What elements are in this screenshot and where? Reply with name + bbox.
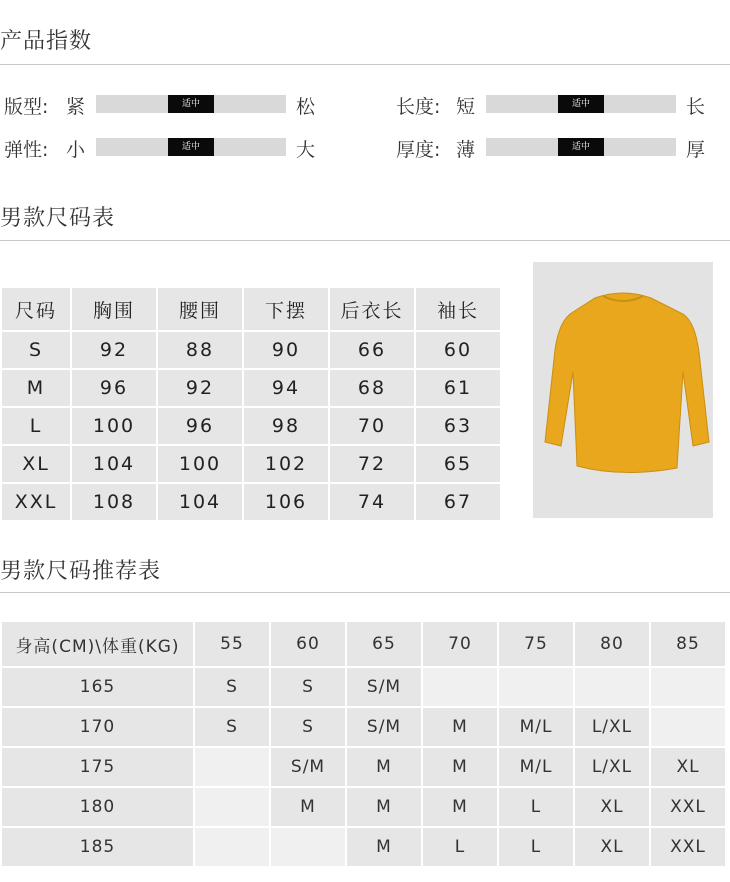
weight-header: 70 (423, 622, 497, 666)
index-right-label: 大 (296, 139, 316, 161)
size-table (0, 286, 502, 522)
table-cell: M (423, 748, 497, 786)
table-cell: XXL (651, 828, 725, 866)
table-header-row (2, 288, 500, 330)
index-knob: 适中 (168, 138, 214, 156)
index-label: 弹性: (4, 139, 49, 161)
table-cell: 98 (244, 408, 328, 444)
table-header-corner: 身高(CM)\体重(KG) (2, 622, 193, 666)
table-cell: M (271, 788, 345, 826)
table-row (2, 408, 500, 444)
index-label: 长度: (396, 96, 441, 118)
index-knob: 适中 (558, 138, 604, 156)
table-cell: 106 (244, 484, 328, 520)
table-cell: S (271, 668, 345, 706)
table-cell: 60 (416, 332, 500, 368)
table-cell: XL (2, 446, 70, 482)
index-right-label: 厚 (686, 139, 706, 161)
table-cell (195, 748, 269, 786)
weight-header: 80 (575, 622, 649, 666)
table-header-cell: 下摆 (244, 288, 328, 330)
table-row (2, 828, 725, 866)
table-cell: 104 (72, 446, 156, 482)
index-right-label: 长 (686, 96, 706, 118)
index-label: 版型: (4, 96, 49, 118)
table-cell: M (347, 748, 421, 786)
index-bar (96, 138, 286, 156)
table-cell: S (2, 332, 70, 368)
table-cell: 65 (416, 446, 500, 482)
divider (0, 64, 730, 65)
weight-header: 60 (271, 622, 345, 666)
divider (0, 240, 730, 241)
weight-header: 55 (195, 622, 269, 666)
size-recommend-table (0, 620, 727, 868)
table-cell: 70 (330, 408, 414, 444)
weight-header: 65 (347, 622, 421, 666)
table-cell: M (2, 370, 70, 406)
table-header-cell: 尺码 (2, 288, 70, 330)
table-cell (651, 668, 725, 706)
index-bar (96, 95, 286, 113)
table-cell: 68 (330, 370, 414, 406)
table-cell: XXL (2, 484, 70, 520)
table-cell: 96 (158, 408, 242, 444)
product-photo (533, 262, 713, 518)
table-cell (651, 708, 725, 746)
index-label: 厚度: (396, 139, 441, 161)
table-cell: L (499, 788, 573, 826)
table-cell: L (423, 828, 497, 866)
table-cell: S/M (347, 708, 421, 746)
table-cell: 90 (244, 332, 328, 368)
table-cell: 102 (244, 446, 328, 482)
divider (0, 592, 730, 593)
shirt-icon (533, 262, 713, 518)
index-left-label: 短 (456, 96, 476, 118)
table-header-row (2, 622, 725, 666)
table-cell: M/L (499, 708, 573, 746)
table-header-cell: 袖长 (416, 288, 500, 330)
table-cell: 88 (158, 332, 242, 368)
table-cell (499, 668, 573, 706)
index-right-label: 松 (296, 96, 316, 118)
index-left-label: 紧 (66, 96, 86, 118)
index-left-label: 薄 (456, 139, 476, 161)
table-cell: S (195, 668, 269, 706)
weight-header: 85 (651, 622, 725, 666)
table-cell: M (347, 788, 421, 826)
table-cell: L (499, 828, 573, 866)
table-cell (271, 828, 345, 866)
table-cell: 96 (72, 370, 156, 406)
height-cell: 185 (2, 828, 193, 866)
table-cell: S (271, 708, 345, 746)
table-cell: 94 (244, 370, 328, 406)
table-cell: M/L (499, 748, 573, 786)
table-cell: 61 (416, 370, 500, 406)
section-title-size-recommend: 男款尺码推荐表 (0, 559, 162, 584)
table-cell: 100 (72, 408, 156, 444)
table-cell: XL (575, 828, 649, 866)
height-cell: 180 (2, 788, 193, 826)
table-cell (195, 828, 269, 866)
index-left-label: 小 (66, 139, 86, 161)
table-row (2, 332, 500, 368)
table-cell: XXL (651, 788, 725, 826)
table-cell: 72 (330, 446, 414, 482)
table-cell: XL (575, 788, 649, 826)
table-cell (195, 788, 269, 826)
weight-header: 75 (499, 622, 573, 666)
table-row (2, 484, 500, 520)
table-cell: 100 (158, 446, 242, 482)
table-cell: L (2, 408, 70, 444)
table-cell: 104 (158, 484, 242, 520)
table-cell: 63 (416, 408, 500, 444)
table-row (2, 668, 725, 706)
table-cell: 92 (158, 370, 242, 406)
table-cell: S/M (271, 748, 345, 786)
index-bar (486, 138, 676, 156)
index-bar (486, 95, 676, 113)
index-knob: 适中 (558, 95, 604, 113)
table-row (2, 708, 725, 746)
table-cell: M (423, 788, 497, 826)
table-cell: S (195, 708, 269, 746)
table-row (2, 748, 725, 786)
table-cell: 92 (72, 332, 156, 368)
table-cell: L/XL (575, 748, 649, 786)
table-header-cell: 后衣长 (330, 288, 414, 330)
table-header-cell: 胸围 (72, 288, 156, 330)
section-title-product-index: 产品指数 (0, 29, 93, 54)
table-row (2, 370, 500, 406)
height-cell: 175 (2, 748, 193, 786)
table-cell (575, 668, 649, 706)
index-knob: 适中 (168, 95, 214, 113)
table-cell: S/M (347, 668, 421, 706)
table-cell: 74 (330, 484, 414, 520)
table-cell (423, 668, 497, 706)
section-title-size-chart: 男款尺码表 (0, 206, 116, 231)
table-cell: M (347, 828, 421, 866)
height-cell: 165 (2, 668, 193, 706)
table-cell: XL (651, 748, 725, 786)
table-row (2, 788, 725, 826)
table-cell: 66 (330, 332, 414, 368)
table-row (2, 446, 500, 482)
table-cell: 67 (416, 484, 500, 520)
height-cell: 170 (2, 708, 193, 746)
table-header-cell: 腰围 (158, 288, 242, 330)
table-cell: 108 (72, 484, 156, 520)
table-cell: L/XL (575, 708, 649, 746)
table-cell: M (423, 708, 497, 746)
